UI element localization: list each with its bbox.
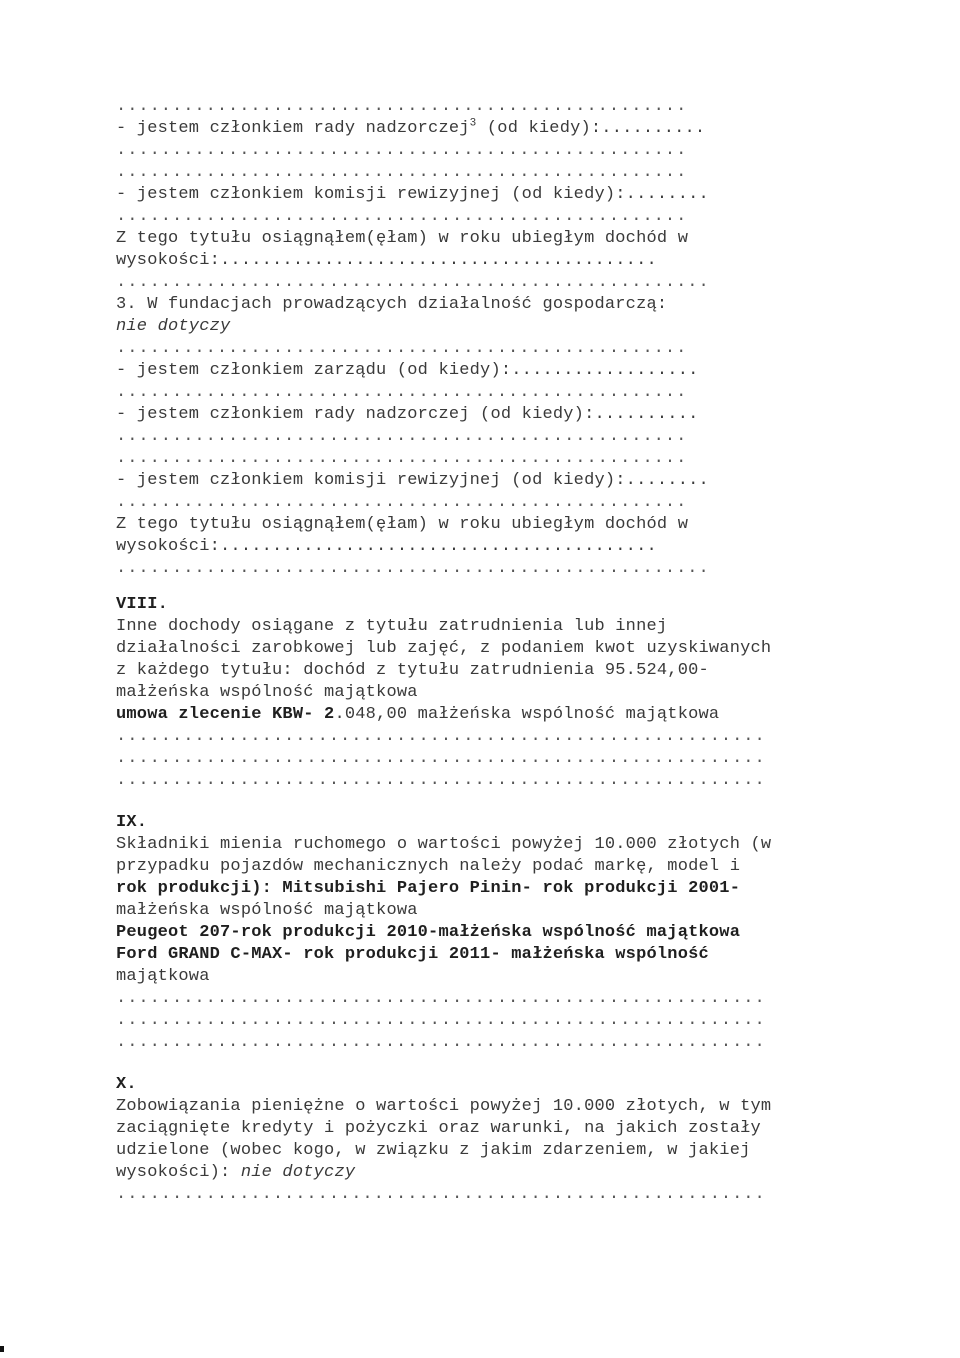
- liabilities-line: udzielone (wobec kogo, w związku z jakim zdarzeniem, w jakiej: [116, 1141, 751, 1160]
- liabilities-label: wysokości):: [116, 1163, 241, 1182]
- footnote-marker: 3: [469, 117, 477, 130]
- dotted-line: ..........................................................: [116, 1033, 766, 1052]
- not-applicable-note: nie dotyczy: [240, 1163, 356, 1182]
- vehicle-line: rok produkcji): Mitsubishi Pajero Pinin- rok produkcji 2001-: [116, 879, 741, 898]
- dotted-line: .....................................................: [116, 273, 710, 292]
- section-heading-ix: IX.: [116, 813, 148, 832]
- dotted-line: ...................................................: [116, 339, 688, 358]
- contract-amount: .048,00 małżeńska wspólność majątkowa: [334, 705, 720, 724]
- movable-property-line: Składniki mienia ruchomego o wartości powyżej 10.000 złotych (w: [116, 835, 772, 854]
- supervisory-board-tail: (od kiedy):..........: [476, 119, 706, 138]
- management-board-line: - jestem członkiem zarządu (od kiedy):..................: [116, 361, 699, 380]
- dotted-line: ...................................................: [116, 163, 688, 182]
- not-applicable-note: nie dotyczy: [116, 317, 231, 336]
- other-income-line: małżeńska wspólność majątkowa: [116, 683, 418, 702]
- document-page: [116, 96, 856, 1206]
- dotted-line: ...................................................: [116, 493, 688, 512]
- income-amount-line: wysokości:..........................................: [116, 537, 657, 556]
- other-income-line: [116, 704, 856, 726]
- foundations-title: 3. W fundacjach prowadzących działalność gospodarczą:: [116, 295, 668, 314]
- movable-property-line: przypadku pojazdów mechanicznych należy podać markę, model i: [116, 857, 741, 876]
- supervisory-board-line: - jestem członkiem rady nadzorczej (od kiedy):..........: [116, 405, 699, 424]
- dotted-line: ...................................................: [116, 141, 688, 160]
- dotted-line: ..........................................................: [116, 1011, 766, 1030]
- section-heading-x: X.: [116, 1075, 137, 1094]
- dotted-line: ...................................................: [116, 207, 688, 226]
- vehicle-ownership-line: majątkowa: [116, 967, 210, 986]
- dotted-line: ..........................................................: [116, 1185, 766, 1204]
- scan-edge-mark: [0, 1346, 4, 1352]
- audit-committee-line: - jestem członkiem komisji rewizyjnej (od kiedy):........: [116, 471, 709, 490]
- supervisory-board-line: [116, 118, 856, 140]
- dotted-line: ...................................................: [116, 449, 688, 468]
- vehicle-ownership-line: małżeńska wspólność majątkowa: [116, 901, 418, 920]
- other-income-line: Inne dochody osiągane z tytułu zatrudnienia lub innej: [116, 617, 668, 636]
- dotted-line: ..........................................................: [116, 749, 766, 768]
- income-line: Z tego tytułu osiągnąłem(ęłam) w roku ubiegłym dochód w: [116, 229, 689, 248]
- dotted-line: ...................................................: [116, 427, 688, 446]
- other-income-line: z każdego tytułu: dochód z tytułu zatrudnienia 95.524,00-: [116, 661, 709, 680]
- dotted-line: ...................................................: [116, 383, 688, 402]
- liabilities-line: zaciągnięte kredyty i pożyczki oraz warunki, na jakich zostały: [116, 1119, 761, 1138]
- liabilities-line: Zobowiązania pieniężne o wartości powyżej 10.000 złotych, w tym: [116, 1097, 772, 1116]
- dotted-line: .....................................................: [116, 559, 710, 578]
- income-line: Z tego tytułu osiągnąłem(ęłam) w roku ubiegłym dochód w: [116, 515, 689, 534]
- liabilities-line: [116, 1162, 856, 1184]
- other-income-line: działalności zarobkowej lub zajęć, z podaniem kwot uzyskiwanych: [116, 639, 772, 658]
- dotted-line: ..........................................................: [116, 771, 766, 790]
- dotted-line: ..........................................................: [116, 727, 766, 746]
- dotted-line: ...................................................: [116, 97, 688, 116]
- vehicle-line: Ford GRAND C-MAX- rok produkcji 2011- małżeńska wspólność: [116, 945, 709, 964]
- income-amount-line: wysokości:..........................................: [116, 251, 657, 270]
- vehicle-line: Peugeot 207-rok produkcji 2010-małżeńska wspólność majątkowa: [116, 923, 741, 942]
- supervisory-board-label: - jestem członkiem rady nadzorczej: [116, 119, 470, 138]
- contract-label: umowa zlecenie KBW- 2: [116, 705, 335, 724]
- section-heading-viii: VIII.: [116, 595, 169, 614]
- audit-committee-line: - jestem członkiem komisji rewizyjnej (od kiedy):........: [116, 185, 709, 204]
- dotted-line: ..........................................................: [116, 989, 766, 1008]
